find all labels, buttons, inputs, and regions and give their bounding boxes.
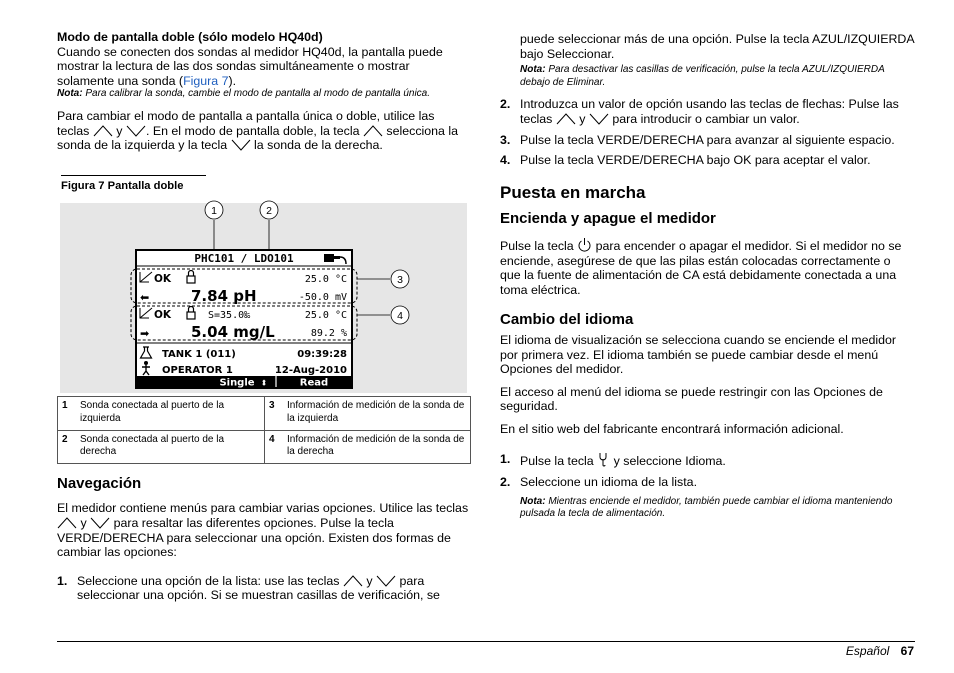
page-number: 67 (900, 644, 914, 658)
note-checkboxes: Nota: Para desactivar las casillas de verificación, pulse la tecla AZUL/IZQUIERDA debajo de Eliminar. (520, 64, 885, 88)
startup-heading: Puesta en marcha (500, 182, 646, 202)
navigation-heading: Navegación (57, 474, 142, 492)
right-column (500, 32, 914, 529)
arrow-right-icon: ➡ (140, 327, 150, 341)
list-item: 2. Introduzca un valor de opción usando las teclas de flechas: Pulse las teclas y para introducir o cambiar un valor. (500, 97, 899, 126)
svg-text:S=35.0‰: S=35.0‰ (208, 310, 251, 322)
down-arrow-key-icon (589, 113, 609, 125)
wrench-key-icon (597, 452, 610, 467)
probe-2-value: 5.04 mg/L (191, 323, 275, 342)
svg-text:OK: OK (154, 309, 172, 322)
power-heading: Encienda y apague el medidor (500, 210, 716, 228)
svg-text:OK: OK (154, 273, 172, 286)
up-arrow-key-icon (57, 517, 77, 529)
language-heading: Cambio del idioma (500, 311, 634, 329)
dual-mode-paragraph: Cuando se conecten dos sondas al medidor HQ40d, la pantalla puede mostrar la lectura de las dos sondas simultáneamente o mostrar solamente una sonda (Figura 7). (57, 44, 443, 88)
svg-text:TANK 1 (011): TANK 1 (011) (162, 349, 236, 361)
down-arrow-key-icon (90, 517, 110, 529)
list-item: 2. Seleccione un idioma de la lista. (500, 475, 698, 490)
callout-2-label: 2 (266, 205, 272, 218)
up-arrow-key-icon (343, 575, 363, 587)
checkbox-paragraph: puede seleccionar más de una opción. Pulse la tecla AZUL/IZQUIERDA bajo Seleccionar. (520, 32, 914, 61)
table-row: 2 Sonda conectada al puerto de la derecha 4 Información de medición de la sonda de la derecha (58, 430, 471, 463)
down-arrow-key-icon (126, 125, 146, 137)
svg-text:-50.0 mV: -50.0 mV (298, 292, 347, 304)
svg-text:09:39:28: 09:39:28 (297, 349, 347, 361)
up-arrow-key-icon (363, 125, 383, 137)
power-paragraph: Pulse la tecla para encender o apagar el medidor. Si el medidor no se enciende, asegúrese de que las pilas están colocadas correctamente o que la fuente de alimentación de CA está debidamente conectada a una toma eléctrica. (500, 238, 902, 297)
callout-3-label: 3 (397, 274, 403, 287)
page-footer (846, 644, 914, 658)
svg-text:25.0 °C: 25.0 °C (304, 310, 347, 322)
callout-4-label: 4 (397, 310, 403, 323)
softkey-single: Single (219, 377, 255, 389)
svg-text:89.2 %: 89.2 % (310, 328, 347, 340)
list-item: 3. Pulse la tecla VERDE/DERECHA para avanzar al siguiente espacio. (500, 132, 895, 147)
updown-icon: ⬍ (260, 378, 268, 388)
language-paragraph-1: El idioma de visualización se selecciona cuando se enciende el medidor por primera vez. El idioma también se puede cambiar desde el menú Opciones del medidor. (500, 332, 897, 377)
footer-language: Español (845, 644, 890, 658)
power-key-icon (577, 237, 592, 252)
language-paragraph-3: En el sitio web del fabricante encontrará información adicional. (500, 421, 844, 436)
svg-text:12-Aug-2010: 12-Aug-2010 (274, 365, 347, 377)
figure-legend-table (57, 396, 471, 463)
table-row: 1 Sonda conectada al puerto de la izquierda 3 Información de medición de la sonda de la izquierda (58, 397, 471, 430)
down-arrow-key-icon (231, 139, 251, 151)
figure-7-link[interactable]: Figura 7 (183, 73, 229, 88)
list-item: 1. Seleccione una opción de la lista: use las teclas y para seleccionar una opción. Si se muestran casillas de verificación, se (57, 573, 440, 603)
svg-text:OPERATOR 1: OPERATOR 1 (162, 365, 233, 377)
callout-1-label: 1 (211, 205, 217, 218)
arrow-left-icon: ⬅ (140, 291, 150, 305)
note-calibration: Nota: Para calibrar la sonda, cambie el modo de pantalla al modo de pantalla única. (57, 88, 431, 100)
figure-caption: Figura 7 Pantalla doble (61, 175, 206, 194)
language-paragraph-2: El acceso al menú del idioma se puede restringir con las Opciones de seguridad. (500, 384, 883, 414)
note-language: Nota: Mientras enciende el medidor, también puede cambiar el idioma manteniendo pulsada la tecla de alimentación. (520, 495, 893, 520)
navigation-paragraph: El medidor contiene menús para cambiar varias opciones. Utilice las teclas y para resaltar las diferentes opciones. Pulse la tecla VERDE/DERECHA para seleccionar una opción. Existen dos formas de cambiar las opciones: (57, 501, 469, 560)
up-arrow-key-icon (93, 125, 113, 137)
probe-1-value: 7.84 pH (191, 287, 257, 306)
list-item: 4. Pulse la tecla VERDE/DERECHA bajo OK para aceptar el valor. (500, 153, 871, 168)
up-arrow-key-icon (556, 113, 576, 125)
footer-rule (57, 641, 915, 642)
list-item: 1. Pulse la tecla y seleccione Idioma. (500, 452, 726, 469)
screen-title: PHC101 / LDO101 (194, 252, 294, 266)
left-column (57, 30, 469, 609)
down-arrow-key-icon (376, 575, 396, 587)
dual-display-figure (57, 199, 469, 395)
dual-mode-heading: Modo de pantalla doble (sólo modelo HQ40d) (57, 30, 323, 44)
softkey-read: Read (299, 377, 329, 389)
svg-text:25.0 °C: 25.0 °C (304, 274, 347, 286)
display-mode-paragraph: Para cambiar el modo de pantalla a pantalla única o doble, utilice las teclas y . En el modo de pantalla doble, la tecla selecciona la sonda de la izquierda y la tecla la sonda de la derecha. (57, 108, 459, 153)
